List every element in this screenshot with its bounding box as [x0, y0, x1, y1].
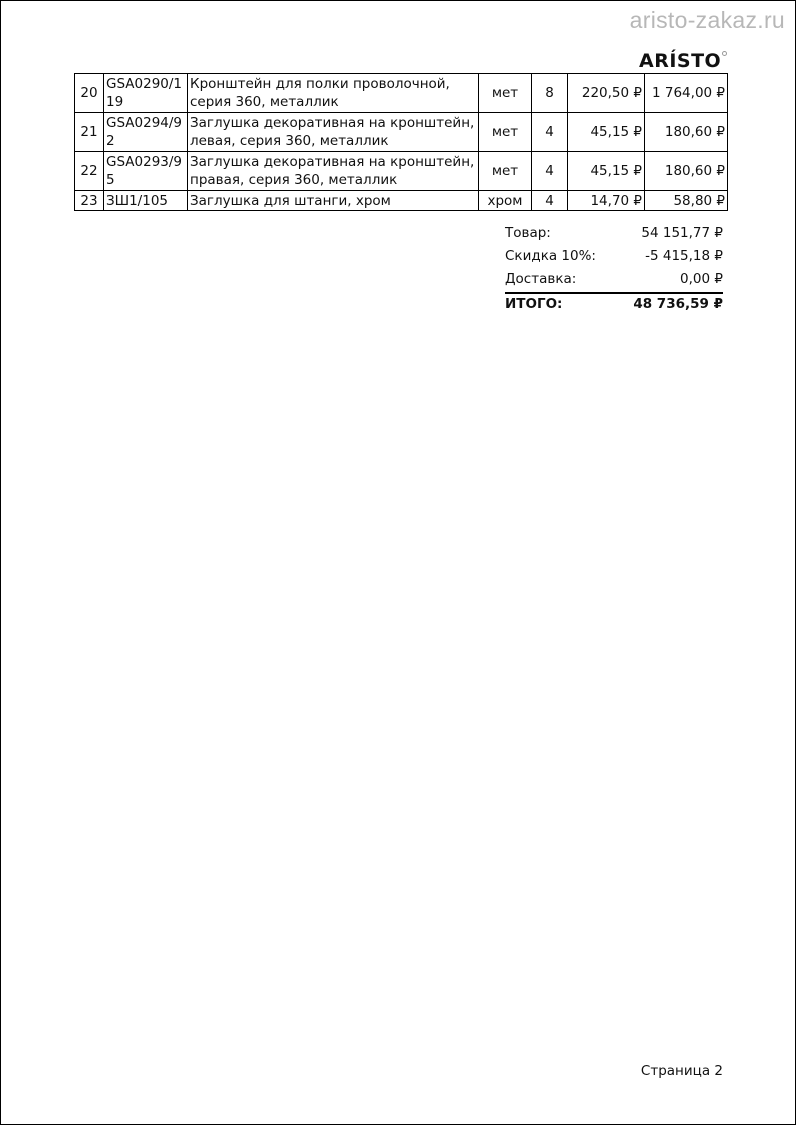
watermark: aristo-zakaz.ru: [629, 7, 785, 33]
item-quantity: 4: [532, 152, 568, 191]
item-quantity: 4: [532, 191, 568, 211]
delivery-row: [505, 269, 723, 292]
page-number: Страница 2: [640, 1063, 723, 1079]
item-color: мет: [479, 74, 532, 113]
discount-label: Скидка 10%:: [505, 248, 596, 264]
grand-total-label: ИТОГО:: [505, 296, 563, 312]
item-price: 14,70 ₽: [568, 191, 645, 211]
discount-row: [505, 246, 723, 269]
item-name: Кронштейн для полки проволочной, серия 360, металлик: [188, 74, 479, 113]
table-row: [75, 113, 728, 152]
discount-value: -5 415,18 ₽: [645, 248, 723, 264]
item-sum: 180,60 ₽: [645, 152, 728, 191]
item-sum: 180,60 ₽: [645, 113, 728, 152]
table-row: [75, 191, 728, 211]
item-sum: 58,80 ₽: [645, 191, 728, 211]
goods-value: 54 151,77 ₽: [641, 225, 723, 241]
delivery-value: 0,00 ₽: [680, 271, 723, 287]
item-price: 45,15 ₽: [568, 152, 645, 191]
items-table: [74, 73, 728, 211]
row-number: 22: [75, 152, 104, 191]
item-color: хром: [479, 191, 532, 211]
article-code: GSA0294/9 2: [104, 113, 188, 152]
article-code: GSA0290/1 19: [104, 74, 188, 113]
article-code: ЗШ1/105: [104, 191, 188, 211]
table-row: [75, 152, 728, 191]
grand-total-value: 48 736,59 ₽: [633, 296, 723, 312]
article-code: GSA0293/9 5: [104, 152, 188, 191]
row-number: 23: [75, 191, 104, 211]
item-name: Заглушка для штанги, хром: [188, 191, 479, 211]
goods-label: Товар:: [505, 225, 551, 241]
table-row: [75, 74, 728, 113]
grand-total-row: [505, 292, 723, 317]
item-color: мет: [479, 152, 532, 191]
row-number: 20: [75, 74, 104, 113]
item-name: Заглушка декоративная на кронштейн, правая, серия 360, металлик: [188, 152, 479, 191]
item-color: мет: [479, 113, 532, 152]
item-quantity: 8: [532, 74, 568, 113]
brand-logo: ARÍSTO: [639, 50, 727, 72]
delivery-label: Доставка:: [505, 271, 577, 287]
row-number: 21: [75, 113, 104, 152]
totals-block: [505, 223, 723, 317]
goods-total-row: [505, 223, 723, 246]
item-name: Заглушка декоративная на кронштейн, левая, серия 360, металлик: [188, 113, 479, 152]
item-sum: 1 764,00 ₽: [645, 74, 728, 113]
item-quantity: 4: [532, 113, 568, 152]
item-price: 220,50 ₽: [568, 74, 645, 113]
item-price: 45,15 ₽: [568, 113, 645, 152]
